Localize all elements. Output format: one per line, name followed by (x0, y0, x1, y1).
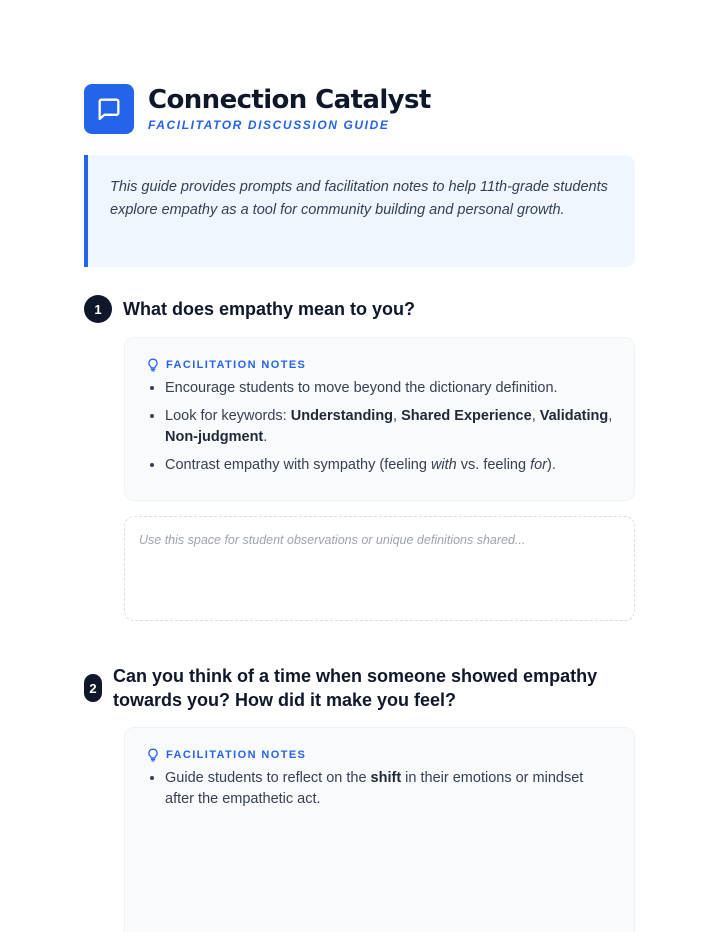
note-text: , (608, 408, 613, 424)
note-text: Contrast empathy with sympathy (feeling (165, 457, 431, 473)
note-item (165, 455, 614, 476)
note-text: in their emotions or mindset after the empathetic act. (165, 770, 584, 807)
notes-list (147, 768, 614, 810)
lightbulb-icon (147, 358, 159, 372)
note-text: Encourage students to move beyond the dictionary definition. (165, 380, 558, 396)
facilitation-notes-2 (124, 727, 635, 932)
note-emphasis: with (430, 457, 457, 473)
notes-label-text: FACILITATION NOTES (166, 359, 307, 371)
note-text: ). (547, 457, 556, 473)
notes-label-text: FACILITATION NOTES (166, 749, 307, 761)
question-number-badge: 2 (84, 674, 102, 702)
note-keyword: Shared Experience (401, 408, 532, 424)
note-keyword: Non-judgment (165, 429, 264, 445)
notes-list (147, 378, 614, 476)
note-text: , (531, 408, 540, 424)
intro-text: This guide provides prompts and facilitation notes to help 11th-grade students explore empathy as a tool for community building and personal growth. (110, 179, 608, 218)
header-text (148, 85, 431, 133)
student-observations-input[interactable] (124, 516, 635, 621)
note-item (165, 768, 614, 810)
question-text: What does empathy mean to you? (123, 299, 416, 319)
page-title: Connection Catalyst (148, 85, 431, 115)
chat-bubble-icon (84, 84, 134, 134)
question-2 (84, 664, 613, 712)
note-emphasis: for (530, 457, 548, 473)
lightbulb-icon (147, 748, 159, 762)
note-keyword: Validating (539, 408, 609, 424)
note-item (165, 406, 614, 448)
notes-label (147, 748, 614, 762)
note-text: , (393, 408, 402, 424)
note-text: Guide students to reflect on the (165, 770, 371, 786)
note-text: Look for keywords: (165, 408, 291, 424)
note-item (165, 378, 614, 399)
note-keyword: Understanding (290, 408, 394, 424)
page-subtitle: FACILITATOR DISCUSSION GUIDE (148, 118, 390, 132)
note-keyword: shift (370, 770, 402, 786)
notes-label (147, 358, 614, 372)
note-text: . (263, 429, 268, 445)
question-number-badge: 1 (84, 295, 112, 323)
question-1 (84, 295, 603, 323)
facilitation-notes-1 (124, 337, 635, 501)
guide-header (84, 84, 431, 134)
note-text: vs. feeling (456, 457, 531, 473)
question-text: Can you think of a time when someone showed empathy towards you? How did it make you feel? (113, 666, 598, 710)
intro-callout (84, 155, 635, 267)
